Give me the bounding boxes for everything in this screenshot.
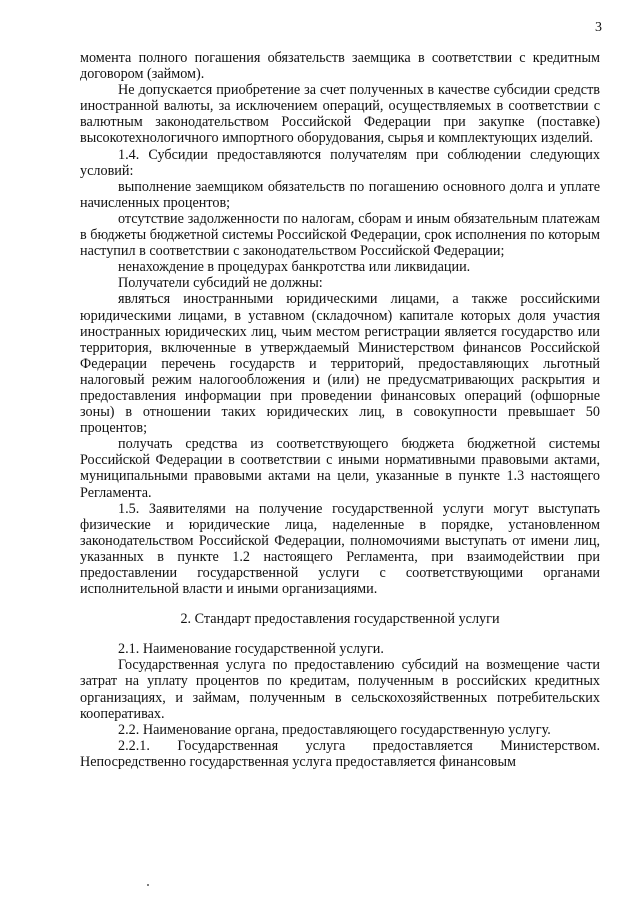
section-heading: 2. Стандарт предоставления государственной услуги — [180, 611, 500, 628]
paragraph-p3: 1.4. Субсидии предоставляются получателям при соблюдении следующих условий: — [80, 146, 600, 179]
paragraph-p10: 1.5. Заявителями на получение государственной услуги могут выступать физические и юридические лица, наделенные в порядке, установленном законодательством Российской Федерации, полномочиями выступать от имени лиц, указанных в пункте 1.2 настоящего Регламента, при взаимодействии при предоставлении государственной услуги с соответствующими органами исполнительной власти и иными организациями. — [80, 500, 600, 598]
paragraph-p4: выполнение заемщиком обязательств по погашению основного долга и уплате начисленных процентов; — [80, 178, 600, 211]
paragraph-p6: ненахождение в процедурах банкротства или ликвидации. — [118, 259, 471, 276]
paragraph-p12: Государственная услуга по предоставлению субсидий на возмещение части затрат на уплату процентов по кредитам, полученным в российских кредитных организациях, и займам, полученным в сельскохозяйственных потребительских кооперативах. — [80, 657, 600, 722]
paragraph-p9: получать средства из соответствующего бюджета бюджетной системы Российской Федерации в соответствии с иными нормативными правовыми актами, муниципальными правовыми актами на цели, указанные в пункте 1.3 настоящего Регламента. — [80, 436, 600, 501]
paragraph-p13: 2.2. Наименование органа, предоставляющего государственную услугу. — [118, 721, 551, 738]
document-body — [80, 50, 600, 770]
paragraph-p1: момента полного погашения обязательств заемщика в соответствии с кредитным договором (займом). — [80, 50, 600, 83]
paragraph-p7: Получатели субсидий не должны: — [118, 275, 323, 292]
paragraph-p11: 2.1. Наименование государственной услуги. — [118, 641, 384, 658]
paragraph-p2: Не допускается приобретение за счет полученных в качестве субсидии средств иностранной валюты, за исключением операций, осуществляемых в соответствии с валютным законодательством Российской Федерации при закупке (поставке) высокотехнологичного импортного оборудования, сырья и комплектующих изделий. — [80, 82, 600, 147]
paragraph-p8: являться иностранными юридическими лицами, а также российскими юридическими лицами, в уставном (складочном) капитале которых доля участия иностранных юридических лиц, чьим местом регистрации является государство или территория, включенные в утверждаемый Министерством финансов Российской Федерации перечень государств и территорий, предоставляющих льготный налоговый режим налогообложения и (или) не предусматривающих раскрытия и предоставления информации при проведении финансовых операций (офшорные зоны) в отношении таких юридических лиц, в совокупности превышает 50 процентов; — [80, 291, 600, 437]
scan-speck — [147, 884, 149, 886]
page-number: 3 — [595, 20, 602, 35]
paragraph-p5: отсутствие задолженности по налогам, сборам и иным обязательным платежам в бюджеты бюджетной системы Российской Федерации, срок исполнения по которым наступил в соответствии с законодательством Российской Федерации; — [80, 210, 600, 260]
paragraph-p14: 2.2.1. Государственная услуга предоставляется Министерством. Непосредственно государственная услуга предоставляется финансовым — [80, 737, 600, 770]
